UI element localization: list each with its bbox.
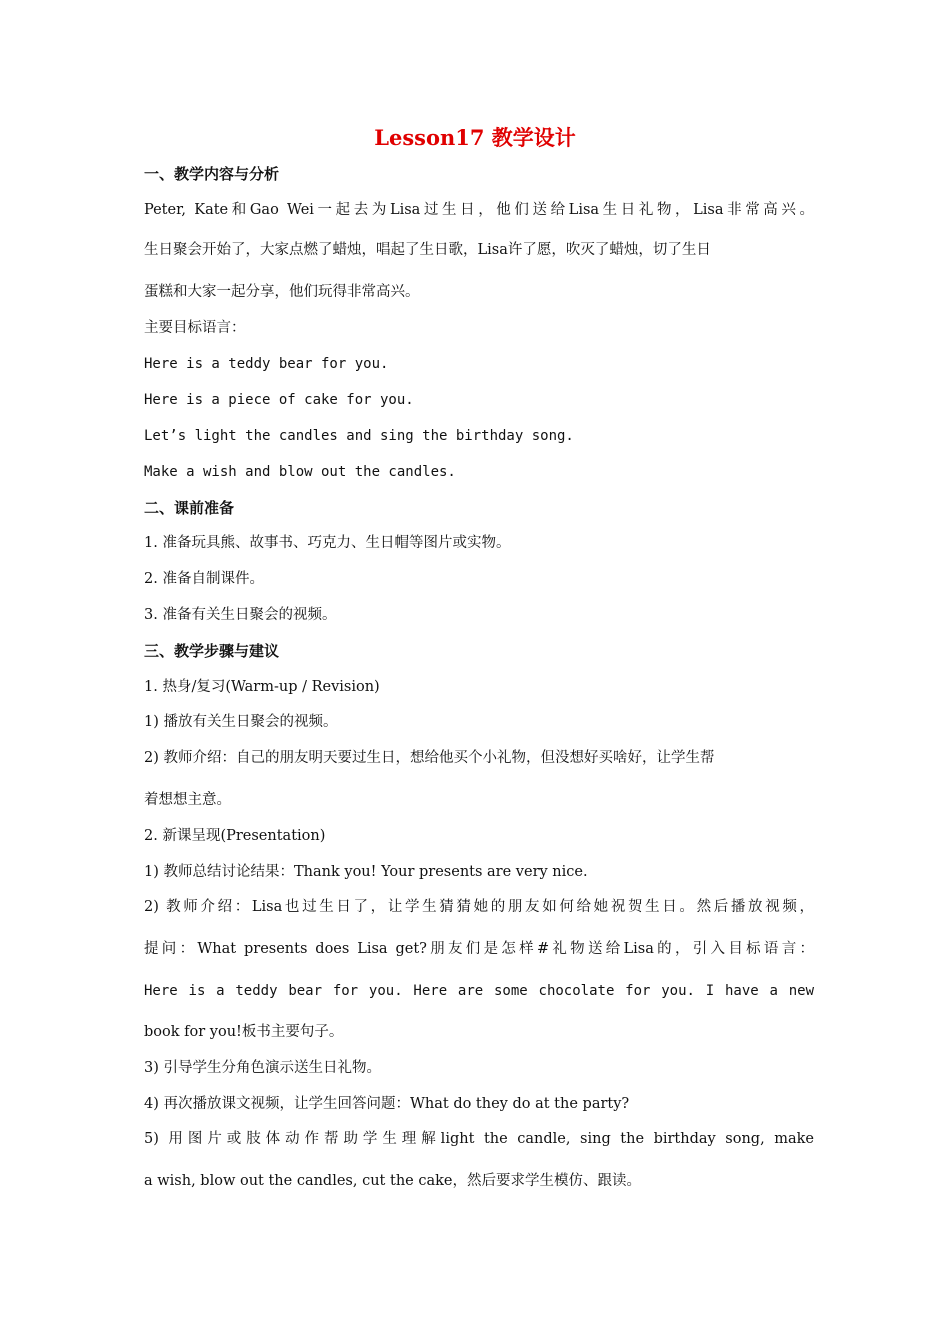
- step-line: 提问：What presents does Lisa get?朋友们是怎样#礼物送给Lisa的，引入目标语言：: [144, 941, 814, 957]
- step-line: 2) 教师介绍：Lisa也过生日了，让学生猜猜她的朋友如何给她祝贺生日。然后播放视频，: [144, 899, 814, 915]
- list-item: 3. 准备有关生日聚会的视频。: [144, 607, 337, 623]
- step-line: 1) 播放有关生日聚会的视频。: [144, 714, 338, 730]
- document-title: Lesson17 教学设计: [374, 125, 576, 150]
- step-line: 2. 新课呈现(Presentation): [144, 828, 326, 844]
- step-line: 1) 教师总结讨论结果：Thank you! Your presents are very nice.: [144, 864, 588, 880]
- list-item: 1. 准备玩具熊、故事书、巧克力、生日帽等图片或实物。: [144, 535, 511, 551]
- section-heading: 二、课前准备: [144, 499, 235, 517]
- paragraph-line: 蛋糕和大家一起分享，他们玩得非常高兴。: [144, 284, 420, 300]
- list-item: 2. 准备自制课件。: [144, 571, 264, 587]
- step-line: 1. 热身/复习(Warm-up / Revision): [144, 679, 380, 695]
- target-sentence: Here is a teddy bear for you.: [144, 356, 389, 372]
- step-line: 4) 再次播放课文视频，让学生回答问题：What do they do at the party?: [144, 1096, 630, 1112]
- step-line: 2) 教师介绍：自己的朋友明天要过生日，想给他买个小礼物，但没想好买啥好，让学生帮: [144, 750, 715, 766]
- step-line: 着想想主意。: [144, 792, 231, 808]
- target-sentence: Let’s light the candles and sing the birthday song.: [144, 428, 574, 444]
- step-line: Here is a teddy bear for you. Here are some chocolate for you. I have a new: [144, 983, 814, 999]
- target-sentence: Here is a piece of cake for you.: [144, 392, 414, 408]
- step-line: a wish, blow out the candles, cut the cake，然后要求学生模仿、跟读。: [144, 1173, 641, 1189]
- step-line: 5) 用图片或肢体动作帮助学生理解light the candle, sing the birthday song, make: [144, 1131, 814, 1147]
- section-heading: 一、教学内容与分析: [144, 165, 280, 183]
- paragraph-line: Peter, Kate和Gao Wei一起去为Lisa过生日，他们送给Lisa生日礼物，Lisa非常高兴。: [144, 202, 814, 218]
- target-language-label: 主要目标语言：: [144, 320, 246, 336]
- step-line: book for you!板书主要句子。: [144, 1024, 344, 1040]
- paragraph-line: 生日聚会开始了，大家点燃了蜡烛，唱起了生日歌，Lisa许了愿，吹灭了蜡烛，切了生日: [144, 242, 711, 258]
- step-line: 3) 引导学生分角色演示送生日礼物。: [144, 1060, 381, 1076]
- section-heading: 三、教学步骤与建议: [144, 642, 280, 660]
- target-sentence: Make a wish and blow out the candles.: [144, 464, 456, 480]
